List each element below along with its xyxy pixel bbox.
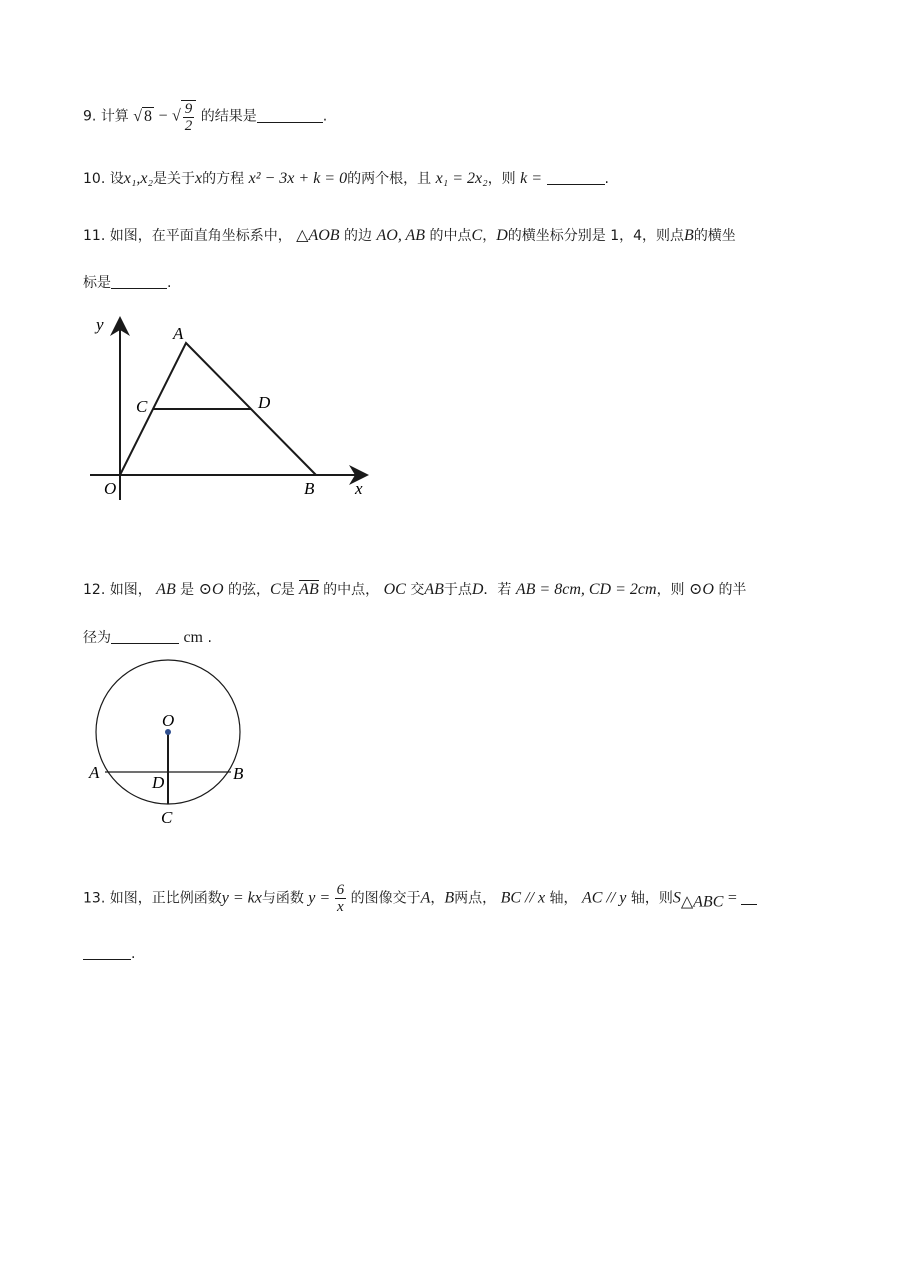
q13-answer-blank-part2[interactable] — [83, 945, 131, 960]
q13-b: B — [444, 889, 455, 907]
q13-f1: y = kx — [221, 889, 262, 907]
q12-text4: 是 — [280, 582, 295, 598]
q13-text5: 轴， — [549, 890, 578, 907]
q11-d: D — [496, 227, 508, 244]
q13-fraction: $\frac{6}{x}$ — [336, 882, 345, 915]
q13-bc-parallel: BC // x — [500, 889, 546, 907]
q9-text2: 的结果是 — [200, 108, 257, 125]
question-12-line2 — [83, 628, 212, 648]
label-c: C — [136, 397, 148, 416]
q10-k: k = — [520, 170, 543, 187]
q11-sides: AO, AB — [376, 227, 426, 244]
q12-number: 12. — [83, 582, 106, 598]
q13-text2: 与函数 — [261, 890, 304, 907]
q13-y: y = — [308, 889, 331, 907]
q9-end: . — [322, 108, 328, 125]
q12-unit: cm — [183, 629, 203, 646]
q13-a: A — [420, 889, 431, 907]
q12-text3: 的弦， — [228, 582, 271, 598]
q12-text6: 交 — [410, 582, 425, 598]
label-y: y — [96, 315, 104, 334]
q11-b: B — [684, 227, 694, 244]
q12-text8: ．若 — [483, 582, 512, 598]
q12-condition: AB = 8cm, CD = 2cm — [515, 581, 657, 598]
q11-triangle: △AOB — [296, 227, 340, 244]
q12-text1: 如图， — [109, 582, 152, 598]
label-d: D — [152, 773, 165, 792]
q11-text5: 的横坐 — [693, 228, 736, 244]
q10-text5: ，则 — [487, 171, 516, 187]
q10-condition: x₁ = 2x₂ — [435, 170, 488, 187]
q12-text10: 的半 — [718, 582, 747, 598]
q12-circle2: ⊙O — [689, 581, 714, 598]
q12-ab2: AB — [424, 581, 444, 598]
q12-ab: AB — [156, 581, 176, 598]
q10-roots: x₁,x₂ — [123, 170, 154, 187]
q12-line2-text: 径为 — [83, 630, 111, 646]
q11-end: . — [167, 275, 172, 291]
question-11 — [83, 226, 736, 246]
q13-comma: ， — [430, 890, 445, 907]
q13-ac-parallel: AC // y — [581, 889, 627, 907]
q13-text6: 轴，则 — [630, 890, 673, 907]
q9-minus: − — [158, 107, 168, 125]
q11-text4: 的横坐标分别是 1，4，则点 — [507, 228, 685, 244]
q12-text2: 是 — [180, 582, 195, 598]
label-a: A — [173, 324, 184, 343]
q13-text4: 两点， — [454, 890, 497, 907]
figure-12 — [80, 652, 260, 832]
q10-text2: 是关于 — [153, 171, 196, 187]
q12-answer-blank[interactable] — [111, 629, 179, 644]
q13-end: . — [131, 946, 136, 962]
label-d: D — [258, 393, 271, 412]
q13-text3: 的图像交于 — [350, 890, 421, 907]
question-13-line2 — [83, 944, 135, 964]
q11-comma: ， — [482, 228, 497, 244]
q12-oc: OC — [383, 581, 406, 598]
q10-text1: 设 — [109, 171, 124, 187]
q9-number: 9. — [83, 108, 97, 125]
question-13 — [83, 882, 757, 915]
question-10 — [83, 169, 609, 189]
q12-end: . — [207, 630, 212, 646]
label-c: C — [161, 808, 173, 827]
label-b: B — [233, 764, 244, 783]
q12-text9: ，则 — [656, 582, 685, 598]
q10-number: 10. — [83, 171, 106, 187]
q11-number: 11. — [83, 228, 106, 244]
q10-answer-blank[interactable] — [547, 170, 605, 185]
q11-text2: 的边 — [344, 228, 373, 244]
label-o: O — [162, 711, 175, 730]
q13-eq: = — [727, 889, 737, 907]
q10-text4: 的两个根，且 — [347, 171, 432, 187]
q11-answer-blank[interactable] — [111, 274, 167, 289]
q11-text1: 如图，在平面直角坐标系中， — [109, 228, 292, 244]
label-b: B — [304, 479, 315, 498]
q9-sqrt-frac: √ $\frac{9}{2}$ — [172, 100, 196, 134]
q9-sqrt8: √ 8 — [133, 107, 153, 125]
q10-end: . — [604, 171, 609, 187]
q11-text3: 的中点 — [429, 228, 472, 244]
q13-text1: 如图，正比例函数 — [109, 890, 222, 907]
q9-answer-blank[interactable] — [257, 108, 323, 123]
q13-s: S — [672, 889, 681, 907]
question-11-line2 — [83, 273, 171, 293]
q13-answer-blank-part1[interactable] — [741, 890, 757, 905]
question-9 — [83, 100, 327, 134]
q12-c: C — [270, 581, 281, 598]
q11-line2-text: 标是 — [83, 275, 111, 291]
q10-x: x — [195, 170, 203, 187]
q11-c: C — [471, 227, 483, 244]
label-x: x — [355, 479, 363, 498]
q13-s-sub: △ABC — [680, 893, 724, 911]
q12-circle: ⊙O — [198, 581, 224, 598]
q12-text7: 于点 — [443, 582, 472, 598]
q12-d: D — [471, 581, 484, 598]
q13-number: 13. — [83, 890, 106, 907]
q10-equation: x² − 3x + k = 0 — [248, 170, 348, 187]
q10-text3: 的方程 — [202, 171, 245, 187]
q12-text5: 的中点， — [323, 582, 380, 598]
q12-arc-ab: AB — [299, 581, 319, 598]
figure-11 — [80, 310, 380, 510]
q9-text: 计算 — [100, 108, 129, 125]
question-12 — [83, 580, 746, 600]
label-o: O — [104, 479, 117, 498]
label-a: A — [89, 763, 100, 782]
